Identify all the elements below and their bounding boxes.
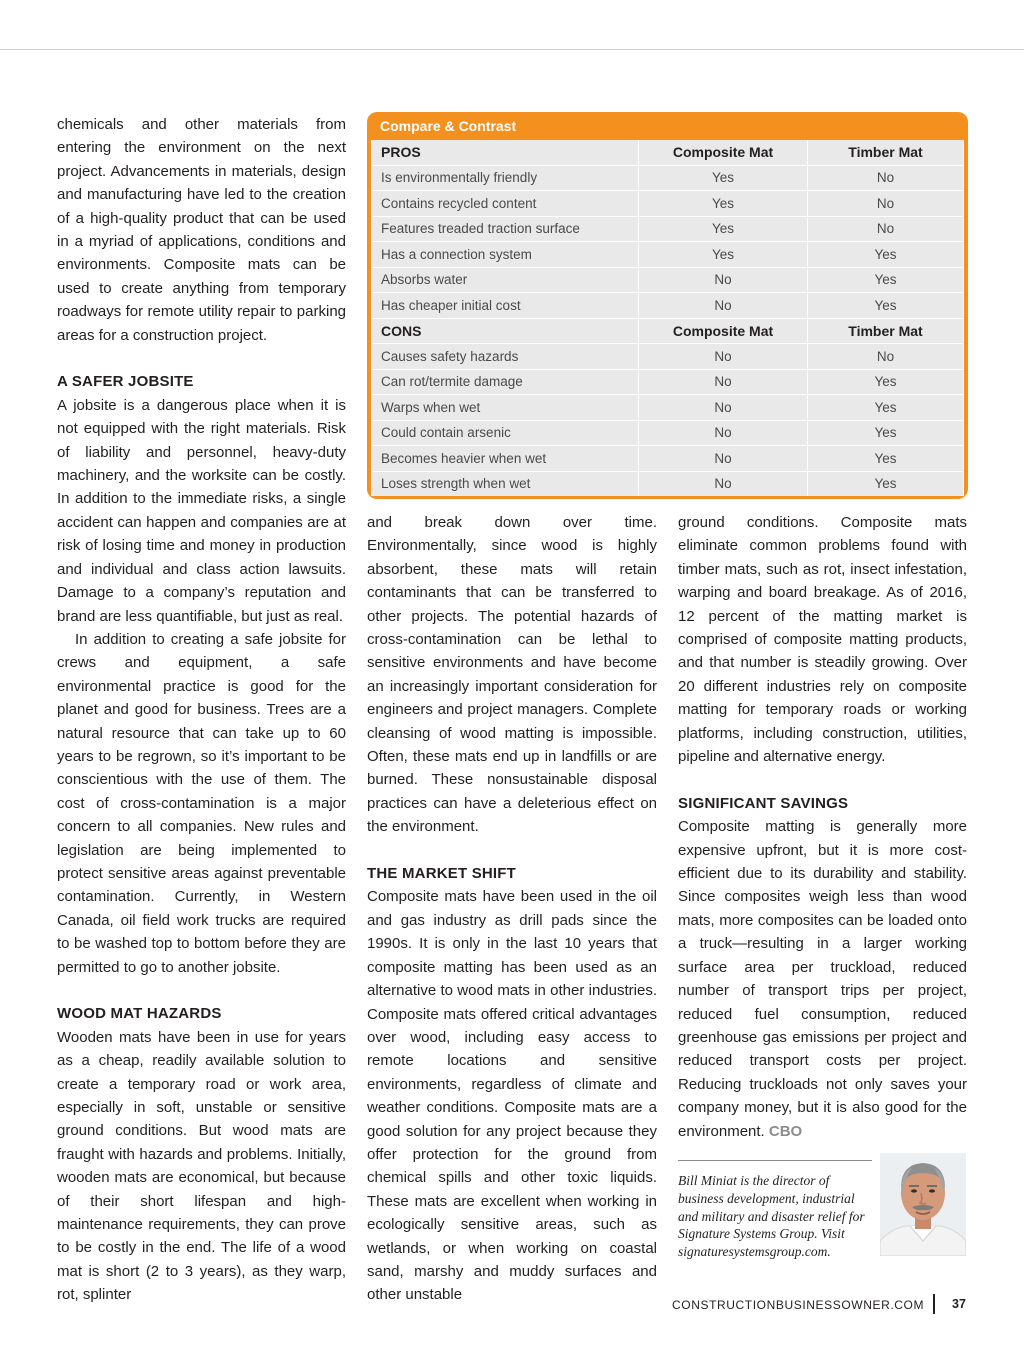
composite-value: No <box>639 267 808 293</box>
cons-row <box>372 446 964 472</box>
row-label: Could contain arsenic <box>372 420 639 446</box>
heading-safer-jobsite: A SAFER JOBSITE <box>57 373 194 391</box>
row-label: Features treaded traction surface <box>372 216 639 242</box>
timber-value: Yes <box>808 471 964 496</box>
bio-divider <box>678 1160 872 1161</box>
row-label: Causes safety hazards <box>372 344 639 370</box>
heading-wood-mat-hazards: WOOD MAT HAZARDS <box>57 1005 222 1023</box>
cons-row <box>372 420 964 446</box>
pros-row <box>372 242 964 268</box>
author-photo <box>880 1153 966 1256</box>
paragraph-safer-2: In addition to creating a safe jobsite for crews and equipment, a safe environmental practice is good for the planet and good for business. Trees are a natural resource that can take up to 60 years to be regrown, so it’s important to be conscientious with the use of them. The cost of cross-contamination is a major concern to all companies. New rules and legislation are being implemented to protect sensitive areas against preventable contamination. Currently, in Western Canada, oil field work trucks are required to be washed top to bottom before they are permitted to go to another jobsite. <box>57 630 346 976</box>
row-label: Is environmentally friendly <box>372 165 639 191</box>
end-mark: CBO <box>768 1122 803 1140</box>
composite-value: Composite Mat <box>639 140 808 165</box>
row-label: Absorbs water <box>372 267 639 293</box>
timber-value: Yes <box>808 446 964 472</box>
timber-value: Yes <box>808 293 964 319</box>
composite-value: No <box>639 420 808 446</box>
cons-row <box>372 395 964 421</box>
pros-row <box>372 293 964 319</box>
composite-value: Yes <box>639 242 808 268</box>
cons-row <box>372 369 964 395</box>
timber-value: No <box>808 191 964 217</box>
compare-contrast-box <box>367 112 968 499</box>
paragraph-market-continued: ground conditions. Composite mats eliminate common problems found with timber mats, such as rot, insect infestation, warping and board breakage. As of 2016, 12 percent of the matting market is comprised of composite matting products, and that number is steadily growing. Over 20 different industries rely on composite matting for temporary roads or working platforms, including construction, utilities, pipeline and alternative energy. <box>678 514 967 766</box>
row-label: Contains recycled content <box>372 191 639 217</box>
pros-row <box>372 267 964 293</box>
paragraph-wood-continued: and break down over time. Environmentally, since wood is highly absorbent, these mats will retain contaminants that can be transferred to other projects. The potential hazards of cross-contamination can be lethal to sensitive environments and have become an increasingly important consideration for engineers and project managers. Complete cleansing of wood matting is impossible. Often, these mats end up in landfills or are burned. These nonsustainable disposal practices can have a deleterious effect on the environment. <box>367 514 657 836</box>
timber-value: Yes <box>808 369 964 395</box>
row-label: Has a connection system <box>372 242 639 268</box>
composite-value: Yes <box>639 165 808 191</box>
paragraph-savings-text: Composite matting is generally more expensive upfront, but it is more cost-efficient due to its durability and stability. Since composites weigh less than wood mats, more composites can be loaded onto a truck—resulting in a larger working surface area per truckload, reduced number of transport trips per project, reduced fuel consumption, reduced greenhouse gas emissions per project and reduced transport costs per project. Reducing truckloads not only saves your company money, but it is also good for the environment. <box>678 818 967 1140</box>
heading-market-shift: THE MARKET SHIFT <box>367 865 517 883</box>
timber-value: No <box>808 216 964 242</box>
pros-row <box>372 165 964 191</box>
row-label: Warps when wet <box>372 395 639 421</box>
paragraph-wood: Wooden mats have been in use for years as a cheap, readily available solution to create a temporary road or work area, especially in soft, unstable or sensitive ground conditions. But wood mats are fraught with hazards and problems. Initially, wooden mats are economical, but because of their short lifespan and high-maintenance requirements, they can prove to be costly in the end. The life of a wood mat is short (2 to 3 years), as they warp, rot, splinter <box>57 1028 346 1304</box>
paragraph-safer-1: A jobsite is a dangerous place when it is not equipped with the right materials. Risk of liability and personnel, heavy-duty machinery, and the worksite can be costly. In addition to the immediate risks, a single accident can happen and companies are at risk of losing time and money in production and individual and class action lawsuits. Damage to a company’s reputation and brand are less quantifiable, but just as real. <box>57 396 346 625</box>
composite-value: No <box>639 369 808 395</box>
row-label: PROS <box>372 140 639 165</box>
timber-value: Yes <box>808 242 964 268</box>
composite-value: Yes <box>639 191 808 217</box>
timber-value: Yes <box>808 420 964 446</box>
author-bio: Bill Miniat is the director of business development, industrial and military and disaster relief for Signature Systems Group. Visit signaturesystemsgroup.com. <box>678 1173 865 1260</box>
timber-value: Yes <box>808 395 964 421</box>
paragraph-savings <box>678 815 967 1143</box>
page-number: 37 <box>952 1297 966 1311</box>
timber-value: Timber Mat <box>808 140 964 165</box>
cons-row <box>372 344 964 370</box>
paragraph-intro: chemicals and other materials from entering the environment on the next project. Advancements in materials, design and manufacturing have led to the creation of a high-quality product that can be used in a myriad of applications, conditions and environments. Composite mats can be used to create anything from temporary roadways for remote utility repair to parking areas for a construction project. <box>57 116 346 344</box>
top-rule <box>0 49 1024 50</box>
row-label: Has cheaper initial cost <box>372 293 639 319</box>
timber-value: No <box>808 165 964 191</box>
row-label: CONS <box>372 318 639 344</box>
compare-title: Compare & Contrast <box>380 118 517 134</box>
paragraph-market: Composite mats have been used in the oil and gas industry as drill pads since the 1990s. It is only in the last 10 years that composite matting has been used as an alternative to wood mats in other industries. Composite mats offered critical advantages over wood, including easy access to remote locations and sensitive environments, regardless of climate and weather conditions. Composite mats are a good solution for any project because they offer protection for the ground from chemical spills and other toxic liquids. These mats are excellent when working in ecologically sensitive areas, such as wetlands, or when working on coastal sand, marshy and muddy surfaces and other unstable <box>367 888 657 1304</box>
author-portrait-icon <box>880 1153 966 1256</box>
composite-value: Composite Mat <box>639 318 808 344</box>
composite-value: No <box>639 471 808 496</box>
timber-value: No <box>808 344 964 370</box>
composite-value: No <box>639 344 808 370</box>
row-label: Loses strength when wet <box>372 471 639 496</box>
footer-divider <box>933 1294 935 1314</box>
article-column-3 <box>678 511 967 1143</box>
timber-value: Timber Mat <box>808 318 964 344</box>
composite-value: No <box>639 446 808 472</box>
pros-header-row <box>372 140 964 165</box>
compare-table <box>371 140 964 496</box>
cons-header-row <box>372 318 964 344</box>
heading-significant-savings: SIGNIFICANT SAVINGS <box>678 794 849 812</box>
row-label: Becomes heavier when wet <box>372 446 639 472</box>
pros-row <box>372 216 964 242</box>
cons-row <box>372 471 964 496</box>
composite-value: No <box>639 395 808 421</box>
article-column-2 <box>367 511 657 1307</box>
pros-row <box>372 191 964 217</box>
row-label: Can rot/termite damage <box>372 369 639 395</box>
timber-value: Yes <box>808 267 964 293</box>
footer-site: CONSTRUCTIONBUSINESSOWNER.COM <box>672 1298 925 1312</box>
composite-value: Yes <box>639 216 808 242</box>
article-column-1 <box>57 113 346 1307</box>
composite-value: No <box>639 293 808 319</box>
